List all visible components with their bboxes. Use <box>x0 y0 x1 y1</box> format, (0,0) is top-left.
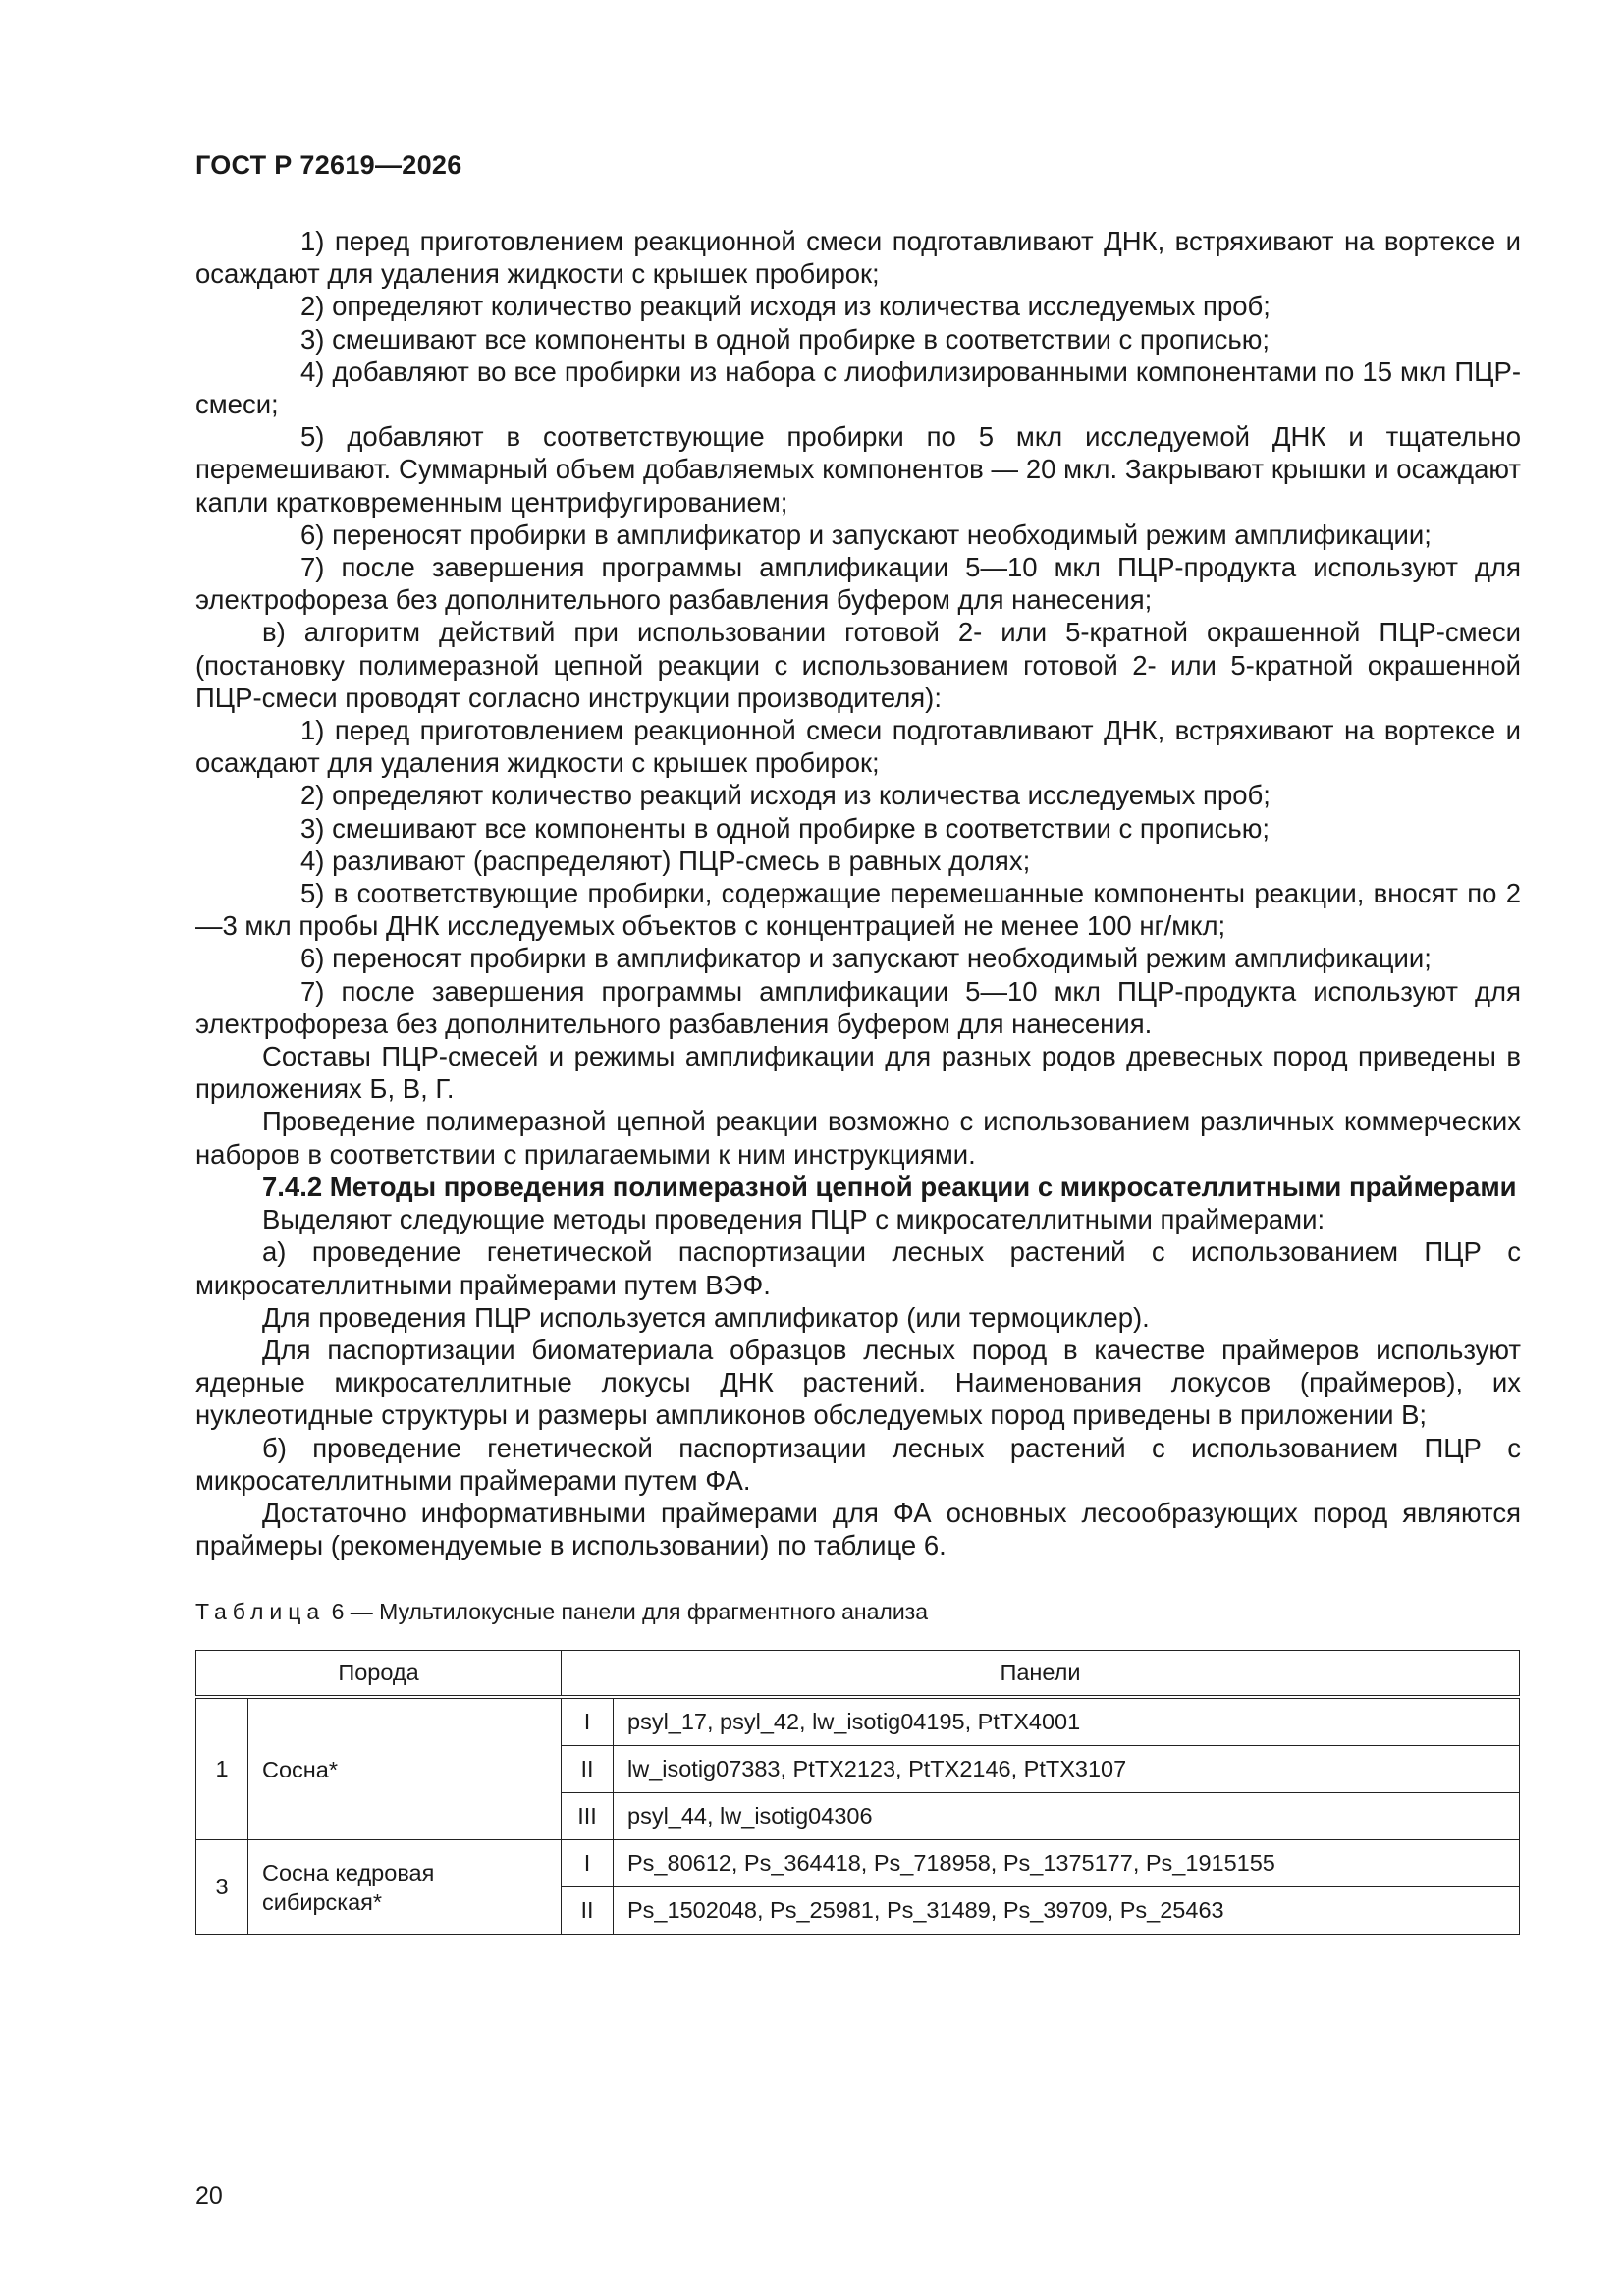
paragraph: 2) определяют количество реакций исходя из количества исследуемых проб; <box>300 780 1271 811</box>
paragraph: 6) переносят пробирки в амплификатор и запускают необходимый режим амплификации; <box>300 519 1432 550</box>
paragraph: 5) в соответствующие пробирки, содержащие перемешанные компоненты реакции, вносят по 2—3 мкл пробы ДНК исследуемых объектов с концентрацией не менее 100 нг/мкл; <box>195 878 1521 942</box>
column-header-panels: Панели <box>562 1651 1520 1698</box>
panel-number: III <box>562 1793 614 1840</box>
section-heading: 7.4.2 Методы проведения полимеразной цепной реакции с микросателлитными праймерами <box>262 1171 1517 1202</box>
column-header-breed: Порода <box>196 1651 562 1698</box>
panel-number: II <box>562 1887 614 1935</box>
paragraph: Выделяют следующие методы проведения ПЦР с микросателлитными праймерами: <box>262 1204 1325 1235</box>
table-header-row <box>196 1651 1520 1698</box>
paragraph: 4) добавляют во все пробирки из набора с лиофилизированными компонентами по 15 мкл ПЦР-смеси; <box>195 355 1521 420</box>
table-caption-title: 6 — Мультилокусные панели для фрагментного анализа <box>325 1599 928 1624</box>
panel-loci: psyl_44, lw_isotig04306 <box>614 1793 1520 1840</box>
row-number: 1 <box>196 1697 248 1840</box>
paragraph: в) алгоритм действий при использовании готовой 2- или 5-кратной окрашенной ПЦР-смеси (постановку полимеразной цепной реакции с использованием готовой 2- или 5-кратной окрашенной ПЦР-смеси проводят согласно инструкции производителя): <box>195 617 1521 713</box>
panel-loci: lw_isotig07383, PtTX2123, PtTX2146, PtTX3107 <box>614 1746 1520 1793</box>
paragraph: 3) смешивают все компоненты в одной пробирке в соответствии с прописью; <box>300 323 1270 355</box>
paragraph: б) проведение генетической паспортизации лесных растений с использованием ПЦР с микросателлитными праймерами путем ФА. <box>195 1432 1521 1496</box>
paragraph: а) проведение генетической паспортизации лесных растений с использованием ПЦР с микросателлитными праймерами путем ВЭФ. <box>195 1236 1521 1300</box>
panel-number: I <box>562 1840 614 1887</box>
paragraph: 7) после завершения программы амплификации 5—10 мкл ПЦР-продукта используют для электрофореза без дополнительного разбавления буфером для нанесения; <box>195 552 1521 616</box>
row-number: 3 <box>196 1840 248 1935</box>
panel-loci: psyl_17, psyl_42, lw_isotig04195, PtTX4001 <box>614 1697 1520 1746</box>
page-number: 20 <box>195 2182 223 2210</box>
breed-name: Сосна* <box>248 1697 562 1840</box>
paragraph: 7) после завершения программы амплификации 5—10 мкл ПЦР-продукта используют для электрофореза без дополнительного разбавления буфером для нанесения. <box>195 975 1521 1039</box>
table-caption-word: Таблица <box>195 1599 326 1624</box>
paragraph: Для паспортизации биоматериала образцов лесных пород в качестве праймеров используют ядерные микросателлитные локусы ДНК растений. Наименования локусов (праймеров), их нуклеотидные структуры и размеры ампликонов обследуемых пород приведены в приложении В; <box>195 1334 1521 1431</box>
table-row <box>196 1697 1520 1746</box>
paragraph: 2) определяют количество реакций исходя из количества исследуемых проб; <box>300 291 1271 322</box>
panel-number: II <box>562 1746 614 1793</box>
paragraph: 1) перед приготовлением реакционной смеси подготавливают ДНК, встряхивают на вортексе и осаждают для удаления жидкости с крышек пробирок; <box>195 226 1521 290</box>
panel-loci: Ps_1502048, Ps_25981, Ps_31489, Ps_39709, Ps_25463 <box>614 1887 1520 1935</box>
paragraph: 5) добавляют в соответствующие пробирки по 5 мкл исследуемой ДНК и тщательно перемешивают. Суммарный объем добавляемых компонентов — 20 мкл. Закрывают крышки и осаждают капли кратковременным центрифугированием; <box>195 421 1521 518</box>
paragraph: Составы ПЦР-смесей и режимы амплификации для разных родов древесных пород приведены в приложениях Б, В, Г. <box>195 1041 1521 1105</box>
table-row <box>196 1840 1520 1887</box>
breed-name: Сосна кедровая сибирская* <box>248 1840 562 1935</box>
paragraph: 3) смешивают все компоненты в одной пробирке в соответствии с прописью; <box>300 812 1270 844</box>
panel-loci: Ps_80612, Ps_364418, Ps_718958, Ps_1375177, Ps_1915155 <box>614 1840 1520 1887</box>
paragraph: Достаточно информативными праймерами для ФА основных лесообразующих пород являются праймеры (рекомендуемые в использовании) по таблице 6. <box>195 1497 1521 1561</box>
paragraph: Для проведения ПЦР используется амплификатор (или термоциклер). <box>262 1301 1150 1333</box>
panel-number: I <box>562 1697 614 1746</box>
paragraph: 4) разливают (распределяют) ПЦР-смесь в равных долях; <box>300 845 1031 876</box>
body-text <box>195 225 1521 1561</box>
document-id-header: ГОСТ Р 72619—2026 <box>195 150 462 180</box>
paragraph: Проведение полимеразной цепной реакции возможно с использованием различных коммерческих наборов в соответствии с прилагаемыми к ним инструкциями. <box>195 1106 1521 1170</box>
panels-table <box>195 1650 1520 1935</box>
table-caption <box>195 1599 928 1625</box>
paragraph: 6) переносят пробирки в амплификатор и запускают необходимый режим амплификации; <box>300 943 1432 974</box>
paragraph: 1) перед приготовлением реакционной смеси подготавливают ДНК, встряхивают на вортексе и осаждают для удаления жидкости с крышек пробирок; <box>195 715 1521 779</box>
